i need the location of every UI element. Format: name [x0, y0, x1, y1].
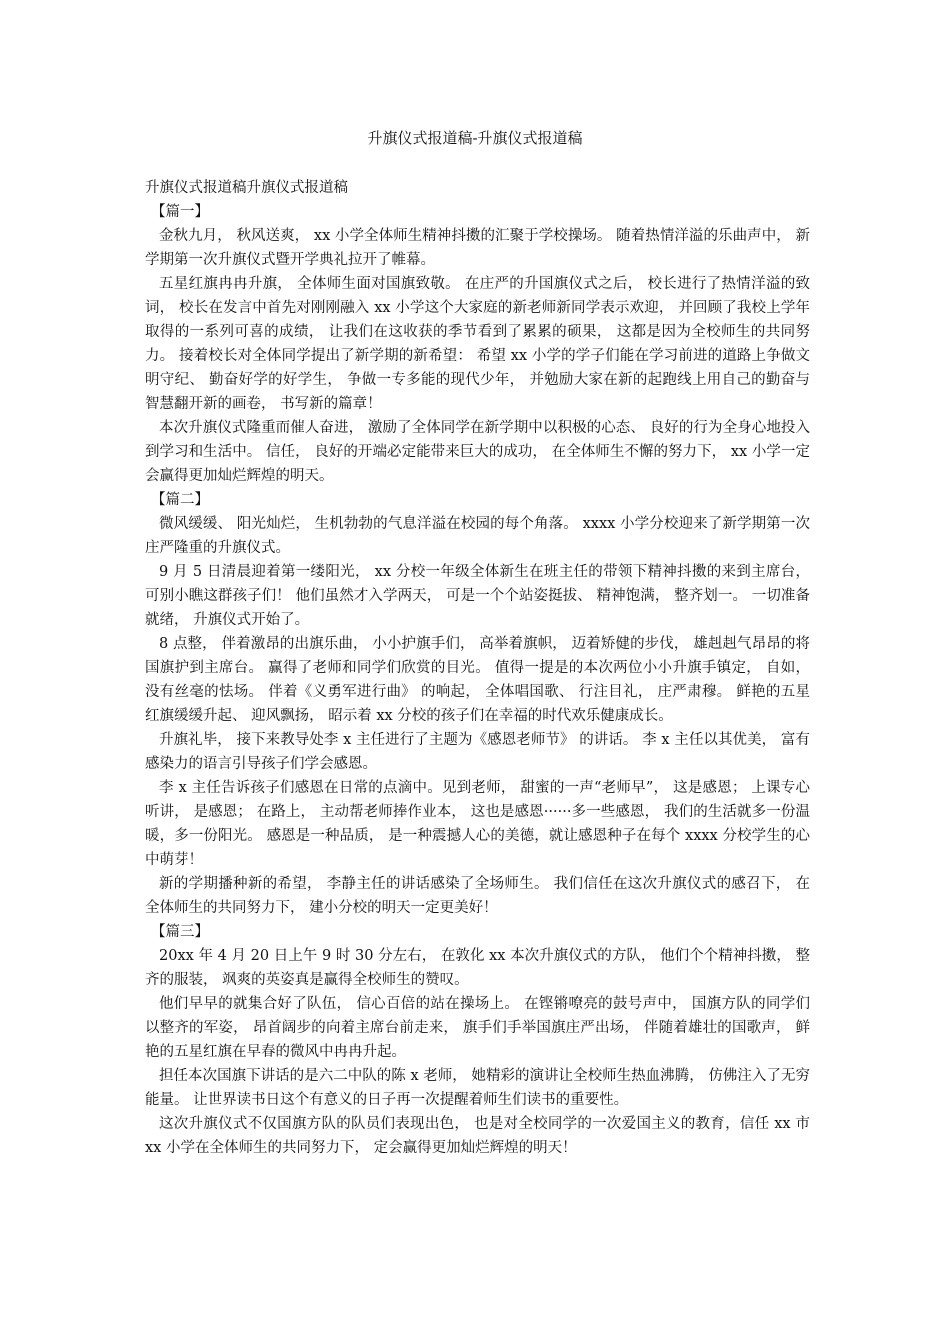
section-label: 【篇二】 — [151, 492, 209, 508]
paragraph: 8 点整， 伴着激昂的出旗乐曲， 小小护旗手们， 高举着旗帜， 迈着矫健的步伐， 雄赳赳气昂昂的将国旗护到主席台。 赢得了老师和同学们欣赏的目光。 值得一提是的本次两位小小升旗手镇定， 自如， 没有丝毫的怯场。 伴着《义勇军进行曲》 的响起， 全体唱国歌、 行注目礼， 庄严肃穆。 鲜艳的五星红旗缓缓升起、 迎风飘扬， 昭示着 xx 分校的孩子们在幸福的时代欢乐健康成长。 — [145, 636, 810, 724]
section-2 — [145, 488, 810, 920]
paragraph: 李 x 主任告诉孩子们感恩在日常的点滴中。见到老师， 甜蜜的一声“老师早”， 这是感恩； 上课专心听讲， 是感恩； 在路上， 主动帮老师捧作业本， 这也是感恩······多一些感恩， 我们的生活就多一份温暖，多一份阳光。 感恩是一种品质， 是一种震撼人心的美德，就让感恩种子在每个 xxxx 分校学生的心中萌芽！ — [145, 780, 810, 868]
paragraph: 金秋九月， 秋风送爽， xx 小学全体师生精神抖擞的汇聚于学校操场。 随着热情洋溢的乐曲声中， 新学期第一次升旗仪式暨开学典礼拉开了帷幕。 — [145, 228, 810, 268]
document-body — [145, 176, 810, 1160]
paragraph: 他们早早的就集合好了队伍， 信心百倍的站在操场上。 在铿锵嘹亮的鼓号声中， 国旗方队的同学们以整齐的军姿， 昂首阔步的向着主席台前走来， 旗手们手举国旗庄严出场， 伴随着雄壮的国歌声， 鲜艳的五星红旗在早春的微风中冉冉升起。 — [145, 996, 810, 1060]
paragraph: 微风缓缓、 阳光灿烂， 生机勃勃的气息洋溢在校园的每个角落。 xxxx 小学分校迎来了新学期第一次庄严隆重的升旗仪式。 — [145, 516, 810, 556]
document-title: 升旗仪式报道稿-升旗仪式报道稿 — [367, 129, 583, 147]
paragraph: 这次升旗仪式不仅国旗方队的队员们表现出色， 也是对全校同学的一次爱国主义的教育，信任 xx 市 xx 小学在全体师生的共同努力下， 定会赢得更加灿烂辉煌的明天！ — [145, 1116, 810, 1156]
section-label: 【篇一】 — [151, 204, 209, 220]
paragraph: 20xx 年 4 月 20 日上午 9 时 30 分左右， 在敦化 xx 本次升旗仪式的方队， 他们个个精神抖擞， 整齐的服装， 飒爽的英姿真是赢得全校师生的赞叹。 — [145, 948, 810, 988]
paragraph: 五星红旗冉冉升旗， 全体师生面对国旗致敬。 在庄严的升国旗仪式之后， 校长进行了热情洋溢的致词， 校长在发言中首先对刚刚融入 xx 小学这个大家庭的新老师新同学表示欢迎， 并回顾了我校上学年取得的一系列可喜的成绩， 让我们在这收获的季节看到了累累的硕果， 这都是因为全校师生的共同努力。 接着校长对全体同学提出了新学期的新希望： 希望 xx 小学的学子们能在学习前进的道路上争做文明守纪、 勤奋好学的好学生， 争做一专多能的现代少年， 并勉励大家在新的起跑线上用自己的勤奋与智慧翻开新的画卷， 书写新的篇章！ — [145, 276, 810, 412]
paragraph: 本次升旗仪式隆重而催人奋进， 激励了全体同学在新学期中以积极的心态、 良好的行为全身心地投入到学习和生活中。 信任， 良好的开端必定能带来巨大的成功， 在全体师生不懈的努力下， xx 小学一定会赢得更加灿烂辉煌的明天。 — [145, 420, 810, 484]
section-1 — [145, 200, 810, 488]
paragraph: 9 月 5 日清晨迎着第一缕阳光， xx 分校一年级全体新生在班主任的带领下精神抖擞的来到主席台， 可别小瞧这群孩子们！ 他们虽然才入学两天， 可是一个个站姿挺拔、 精神饱满， 整齐划一。 一切准备就绪， 升旗仪式开始了。 — [145, 564, 810, 628]
section-3 — [145, 920, 810, 1160]
paragraph: 新的学期播种新的希望， 李静主任的讲话感染了全场师生。 我们信任在这次升旗仪式的感召下， 在全体师生的共同努力下， 建小分校的明天一定更美好！ — [145, 876, 810, 916]
paragraph: 担任本次国旗下讲话的是六二中队的陈 x 老师， 她精彩的演讲让全校师生热血沸腾， 仿佛注入了无穷能量。 让世界读书日这个有意义的日子再一次提醒着师生们读书的重要性。 — [145, 1068, 810, 1108]
document-subtitle: 升旗仪式报道稿升旗仪式报道稿 — [145, 180, 348, 196]
section-label: 【篇三】 — [151, 924, 209, 940]
paragraph: 升旗礼毕， 接下来教导处李 x 主任进行了主题为《感恩老师节》 的讲话。 李 x 主任以其优美， 富有感染力的语言引导孩子们学会感恩。 — [145, 732, 810, 772]
